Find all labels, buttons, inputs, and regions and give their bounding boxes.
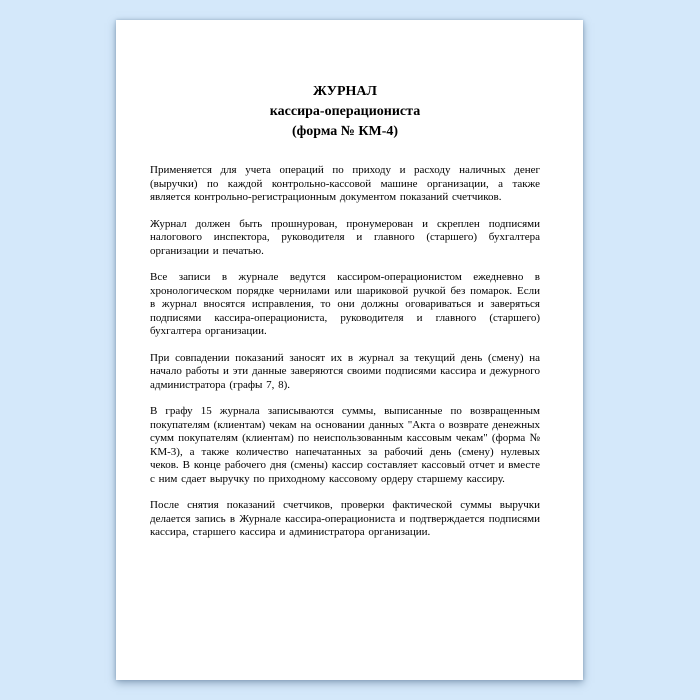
paragraph-record-keeping: Все записи в журнале ведутся кассиром-операционистом ежедневно в хронологическом порядке чернилами или шариковой ручкой без помарок. Если в журнал вносятся исправления, то они должны оговариваться и заверяться подписями кассира-операциониста, руководителя и главного (старшего) бухгалтера организации. <box>150 271 540 337</box>
document-page <box>116 20 583 680</box>
title-line-subtitle: кассира-операциониста <box>269 104 421 119</box>
document-title <box>150 82 540 142</box>
paragraph-final-entry: После снятия показаний счетчиков, проверки фактической суммы выручки делается запись в Журнале кассира-операциониста и подтверждается подписями кассира, старшего кассира и администратора организации. <box>150 499 540 538</box>
title-line-journal: ЖУРНАЛ <box>313 84 377 99</box>
paragraph-binding-requirements: Журнал должен быть прошнурован, пронумерован и скреплен подписями налогового инспектора, руководителя и главного (старшего) бухгалтера организации и печатью. <box>150 217 540 257</box>
paragraph-readings-match: При совпадении показаний заносят их в журнал за текущий день (смену) на начало работы и эти данные заверяются своими подписями кассира и дежурного администратора (графы 7, 8). <box>150 351 540 391</box>
title-line-form-number: (форма № КМ-4) <box>291 124 399 139</box>
document-body <box>150 164 540 540</box>
paragraph-usage: Применяется для учета операций по приходу и расходу наличных денег (выручки) по каждой контрольно-кассовой машине организации, а также является контрольно-регистрационным документом показаний счетчиков. <box>150 164 540 203</box>
paragraph-column-15: В графу 15 журнала записываются суммы, выписанные по возвращенным покупателям (клиентам) чекам на основании данных "Акта о возврате денежных сумм покупателям (клиентам) по неиспользованным кассовым чекам" (форма № КМ-3), а также количество напечатанных за рабочий день (смену) нулевых чеков. В конце рабочего дня (смены) кассир составляет кассовый отчет и вместе с ним сдает выручку по приходному кассовому ордеру старшему кассиру. <box>150 405 540 485</box>
